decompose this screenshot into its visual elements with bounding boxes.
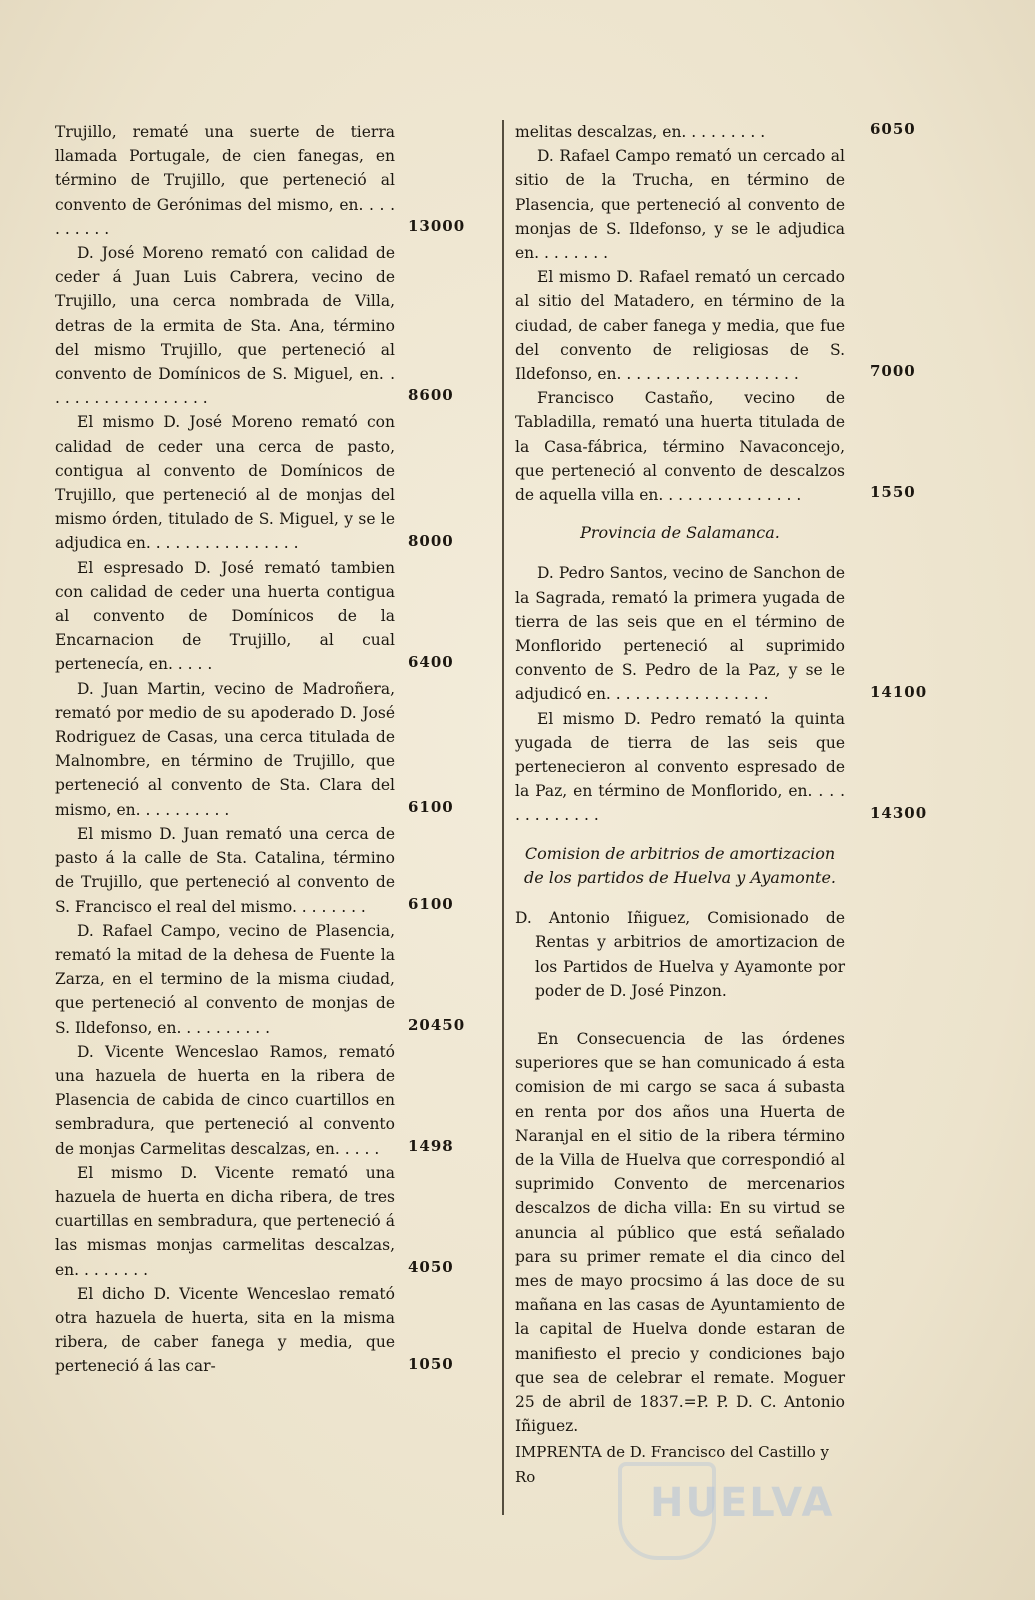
entry-amount: 13000 xyxy=(408,217,466,236)
entry-amount: 4050 xyxy=(408,1257,454,1276)
column-divider xyxy=(502,120,504,1515)
notice-head-text: D. Antonio Iñiguez, Comisionado de Rentas y arbitrios de amortizacion de los Partidos de Huelva y Ayamonte por poder de D. José Pinzon. xyxy=(515,909,845,1000)
entry-amount: 8000 xyxy=(408,531,454,550)
auction-entry xyxy=(515,120,845,144)
entry-text: D. Juan Martin, vecino de Madroñera, remató por medio de su apoderado D. José Rodriguez de Casas, una cerca titulada de Malnombre, en término de Trujillo, que perteneció al convento de Sta. Clara del mismo, en. . . . . . . . . . xyxy=(55,679,395,819)
entry-text: Francisco Castaño, vecino de Tabladilla, remató una huerta titulada de la Casa-fábrica, término Navaconcejo, que perteneció al convento de descalzos de aquella villa en. . . . . . . . . . . . . . . xyxy=(515,389,845,505)
imprint-line: IMPRENTA de D. Francisco del Castillo y Ro xyxy=(515,1443,829,1486)
auction-entry xyxy=(55,120,395,241)
entry-text: El mismo D. Rafael remató un cercado al sitio del Matadero, en término de la ciudad, de caber fanega y media, que fue del convento de religiosas de S. Ildefonso, en. . . . . . . . . . . . . . . . . . . xyxy=(515,268,845,384)
notice-body-text: En Consecuencia de las órdenes superiores que se han comunicado á esta comision de mi cargo se saca á subasta en renta por dos años una Huerta de Naranjal en el sitio de la ribera término de la Villa de Huelva que correspondió al suprimido Convento de mercenarios descalzos de dicha villa: En su virtud se anuncia al público que está señalado para su primer remate el dia cinco del mes de mayo procsimo á las doce de su mañana en las casas de Ayuntamiento de la capital de Huelva donde estaran de manifiesto el precio y condiciones bajo que sea de celebrar el remate. Moguer 25 de abril de 1837.=P. P. D. C. Antonio Iñiguez. xyxy=(515,1029,845,1436)
notice-header xyxy=(515,906,845,1003)
auction-entry xyxy=(55,822,395,919)
auction-entry xyxy=(55,1040,395,1161)
entry-amount: 1498 xyxy=(408,1136,454,1155)
entry-text: D. José Moreno remató con calidad de ceder á Juan Luis Cabrera, vecino de Trujillo, una cerca nombrada de Villa, detras de la ermita de Sta. Ana, término del mismo Trujillo, que perteneció al convento de Domínicos de S. Miguel, en. . . . . . . . . . . . . . . . . . xyxy=(55,244,395,408)
section-heading: Provincia de Salamanca. xyxy=(580,523,780,543)
entry-text: D. Rafael Campo, vecino de Plasencia, remató la mitad de la dehesa de Fuente la Zarza, en el termino de la misma ciudad, que perteneció al convento de monjas de S. Ildefonso, en. . . . . . . . . . xyxy=(55,921,395,1037)
notice-body xyxy=(515,1027,845,1438)
entry-amount: 6050 xyxy=(870,120,916,139)
entry-text: D. Rafael Campo remató un cercado al sitio de la Trucha, en término de Plasencia, que perteneció al convento de monjas de S. Ildefonso, y se le adjudica en. . . . . . . . xyxy=(515,147,845,263)
auction-entry xyxy=(515,386,845,507)
auction-entry xyxy=(55,919,395,1040)
entry-amount: 1050 xyxy=(408,1354,454,1373)
entry-amount: 6100 xyxy=(408,894,454,913)
right-column xyxy=(515,120,845,1489)
entry-amount: 20450 xyxy=(408,1015,466,1034)
notice-title: Comision de arbitrios de amortizacion de los partidos de Huelva y Ayamonte. xyxy=(524,843,836,887)
auction-entry xyxy=(55,677,395,822)
auction-entry xyxy=(515,707,845,828)
right-entries xyxy=(515,120,845,828)
entry-text: El mismo D. Vicente remató una hazuela de huerta en dicha ribera, de tres cuartillas en sembradura, que perteneció á las mismas monjas carmelitas descalzas, en. . . . . . . . xyxy=(55,1163,395,1279)
auction-entry xyxy=(515,561,845,706)
auction-entry xyxy=(55,556,395,677)
entry-text: El mismo D. Juan remató una cerca de pasto á la calle de Sta. Catalina, término de Trujillo, que perteneció al convento de S. Francisco el real del mismo. . . . . . . . xyxy=(55,824,395,916)
entry-amount: 14100 xyxy=(870,682,928,701)
entry-text: El espresado D. José remató tambien con calidad de ceder una huerta contigua al convento de Domínicos de la Encarnacion de Trujillo, al cual pertenecía, en. . . . . xyxy=(55,558,395,674)
auction-entry xyxy=(55,1161,395,1282)
auction-entry xyxy=(515,265,845,386)
entry-text: D. Vicente Wenceslao Ramos, remató una hazuela de huerta en la ribera de Plasencia de cabida de cinco cuartillos en sembradura, que perteneció al convento de monjas Carmelitas descalzas, en. . . . . xyxy=(55,1042,395,1158)
entry-text: El dicho D. Vicente Wenceslao remató otra hazuela de huerta, sita en la misma ribera, de caber fanega y media, que perteneció á las car- xyxy=(55,1284,395,1376)
watermark: HUELVA xyxy=(650,1480,835,1526)
auction-entry xyxy=(55,1282,395,1379)
auction-entry xyxy=(515,144,845,265)
entry-text: El mismo D. José Moreno remató con calidad de ceder una cerca de pasto, contigua al convento de Domínicos de Trujillo, que perteneció al de monjas del mismo órden, titulado de S. Miguel, y se le adjudica en. . . . . . . . . . . . . . . . xyxy=(55,413,395,553)
left-column xyxy=(55,120,395,1379)
entry-amount: 14300 xyxy=(870,803,928,822)
entry-amount: 1550 xyxy=(870,483,916,502)
entry-amount: 6100 xyxy=(408,797,454,816)
entry-amount: 6400 xyxy=(408,652,454,671)
entry-text: El mismo D. Pedro remató la quinta yugada de tierra de las seis que pertenecieron al convento espresado de la Paz, en término de Monflorido, en. . . . . . . . . . . . . xyxy=(515,709,845,825)
entry-text: Trujillo, rematé una suerte de tierra llamada Portugale, de cien fanegas, en término de Trujillo, que perteneció al convento de Gerónimas del mismo, en. . . . . . . . . . xyxy=(55,123,395,238)
auction-entry xyxy=(55,241,395,410)
entry-amount: 8600 xyxy=(408,386,454,405)
auction-entry xyxy=(55,410,395,555)
entry-text: D. Pedro Santos, vecino de Sanchon de la Sagrada, remató la primera yugada de tierra de las seis que en el término de Monflorido perteneció al suprimido convento de S. Pedro de la Paz, y se le adjudicó en. . . . . . . . . . . . . . . . . xyxy=(515,564,845,704)
entry-text: melitas descalzas, en. . . . . . . . . xyxy=(515,123,766,141)
entry-amount: 7000 xyxy=(870,362,916,381)
